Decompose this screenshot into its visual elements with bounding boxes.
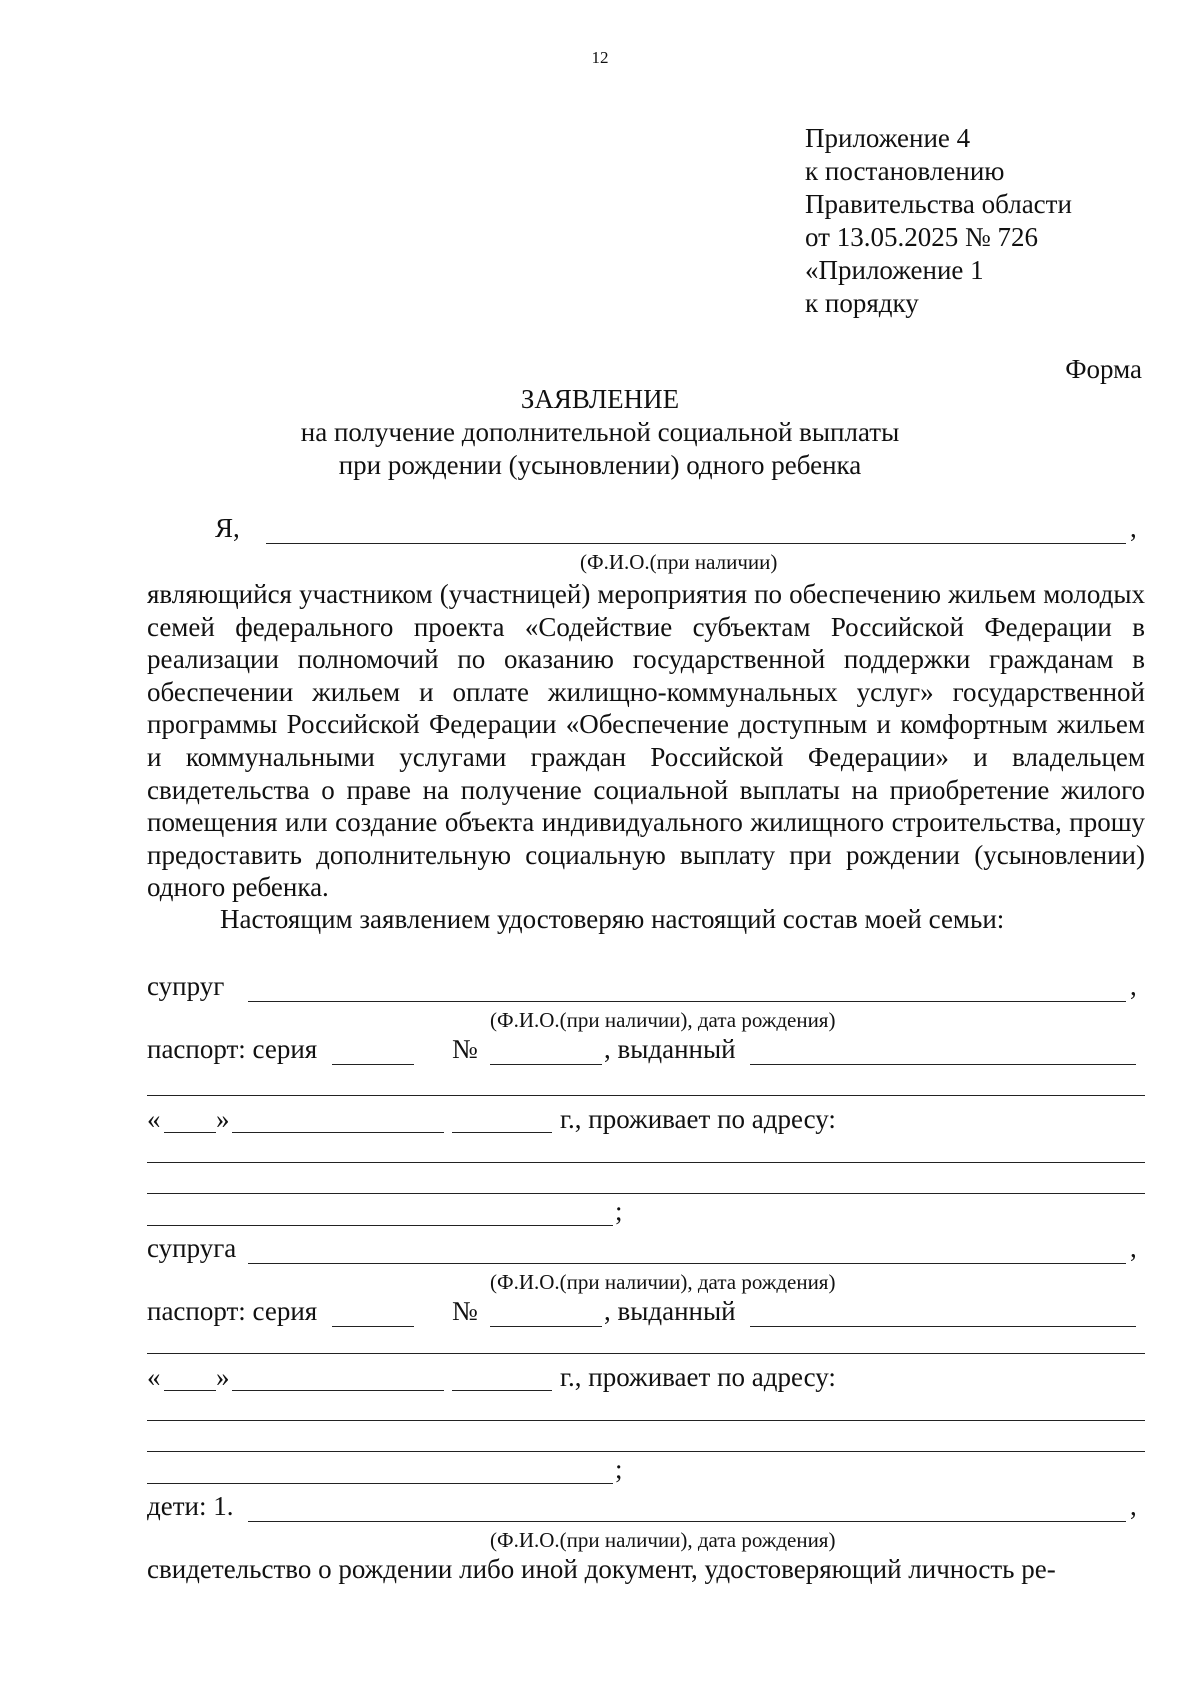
children-label: дети: 1. (147, 1491, 234, 1521)
last-line: свидетельство о рождении либо иной документ, удостоверяющий личность ре- (147, 1554, 1056, 1584)
document-subtitle-2: при рождении (усыновлении) одного ребенка (338, 450, 862, 480)
spouse-husband-passport-series-field[interactable] (332, 1064, 414, 1065)
spouse-husband-quote-open: « (147, 1104, 161, 1134)
annex-line: к порядку (805, 288, 919, 318)
child-1-name-field[interactable] (248, 1521, 1126, 1522)
spouse-husband-hint: (Ф.И.О.(при наличии), дата рождения) (490, 1008, 836, 1032)
spouse-husband-issued-by-field[interactable] (750, 1064, 1136, 1065)
document-subtitle-1: на получение дополнительной социальной выплаты (300, 417, 900, 447)
spouse-wife-comma: , (1130, 1233, 1137, 1263)
spouse-wife-semicolon: ; (615, 1454, 623, 1484)
spouse-husband-name-field[interactable] (248, 1001, 1126, 1002)
spouse-husband-label: супруг (147, 971, 225, 1001)
spouse-wife-label: супруга (147, 1233, 237, 1263)
child-1-hint: (Ф.И.О.(при наличии), дата рождения) (490, 1528, 836, 1552)
applicant-name-field[interactable] (266, 543, 1126, 544)
spouse-wife-issued-label: , выданный (604, 1296, 736, 1326)
spouse-husband-semicolon: ; (615, 1196, 623, 1226)
spouse-wife-hint: (Ф.И.О.(при наличии), дата рождения) (490, 1270, 836, 1294)
spouse-husband-comma: , (1130, 971, 1137, 1001)
spouse-wife-issued-by-field[interactable] (750, 1326, 1136, 1327)
annex-line: от 13.05.2025 № 726 (805, 222, 1038, 252)
annex-line: «Приложение 1 (805, 255, 984, 285)
spouse-husband-issued-by-field-2[interactable] (147, 1095, 1145, 1096)
spouse-wife-name-field[interactable] (248, 1263, 1126, 1264)
family-intro: Настоящим заявлением удостоверяю настоящий состав моей семьи: (220, 904, 1005, 934)
form-label: Форма (1065, 354, 1142, 384)
spouse-husband-issued-label: , выданный (604, 1034, 736, 1064)
applicant-prefix: Я, (215, 513, 240, 543)
spouse-wife-address-field-1[interactable] (147, 1420, 1145, 1421)
spouse-wife-issued-by-field-2[interactable] (147, 1353, 1145, 1354)
spouse-wife-quote-open: « (147, 1362, 161, 1392)
spouse-wife-quote-close: » (216, 1362, 230, 1392)
spouse-wife-passport-label: паспорт: серия (147, 1296, 318, 1326)
spouse-husband-number-sign: № (452, 1034, 478, 1064)
spouse-husband-address-label: г., проживает по адресу: (560, 1104, 836, 1134)
spouse-wife-passport-series-field[interactable] (332, 1326, 414, 1327)
annex-line: Приложение 4 (805, 123, 971, 153)
spouse-husband-month-field[interactable] (232, 1132, 444, 1133)
spouse-husband-year-field[interactable] (452, 1132, 552, 1133)
child-1-comma: , (1130, 1491, 1137, 1521)
spouse-wife-passport-number-field[interactable] (490, 1326, 602, 1327)
spouse-husband-address-field-1[interactable] (147, 1162, 1145, 1163)
spouse-wife-day-field[interactable] (164, 1390, 216, 1391)
spouse-husband-passport-number-field[interactable] (490, 1064, 602, 1065)
spouse-husband-quote-close: » (216, 1104, 230, 1134)
page-number: 12 (591, 48, 609, 67)
spouse-husband-day-field[interactable] (164, 1132, 216, 1133)
spouse-wife-address-field-3[interactable] (147, 1483, 613, 1484)
spouse-wife-month-field[interactable] (232, 1390, 444, 1391)
document-title: ЗАЯВЛЕНИЕ (520, 384, 680, 414)
spouse-husband-passport-label: паспорт: серия (147, 1034, 318, 1064)
annex-block (805, 122, 1072, 320)
spouse-husband-address-field-3[interactable] (147, 1225, 613, 1226)
spouse-wife-number-sign: № (452, 1296, 478, 1326)
spouse-wife-year-field[interactable] (452, 1390, 552, 1391)
body-paragraph: являющийся участником (участницей) мероприятия по обеспечению жильем молодых семей федерального проекта «Содействие субъектам Российской Федерации в реализации полномочий по оказанию государственной поддержки гражданам в обеспечении жильем и оплате жилищно-коммунальных услуг» государственной программы Российской Федерации «Обеспечение доступным и комфортным жильем и коммунальными услугами граждан Российской Федерации» и владельцем свидетельства о праве на получение социальной выплаты на приобретение жилого помещения или создание объекта индивидуального жилищного строительства, прошу предоставить дополнительную социальную выплату при рождении (усыновлении) одного ребенка. (147, 579, 1145, 903)
spouse-wife-address-label: г., проживает по адресу: (560, 1362, 836, 1392)
spouse-wife-address-field-2[interactable] (147, 1451, 1145, 1452)
annex-line: к постановлению (805, 156, 1005, 186)
applicant-comma: , (1130, 513, 1137, 543)
applicant-name-hint: (Ф.И.О.(при наличии) (580, 550, 778, 574)
spouse-husband-address-field-2[interactable] (147, 1193, 1145, 1194)
annex-line: Правительства области (805, 189, 1072, 219)
